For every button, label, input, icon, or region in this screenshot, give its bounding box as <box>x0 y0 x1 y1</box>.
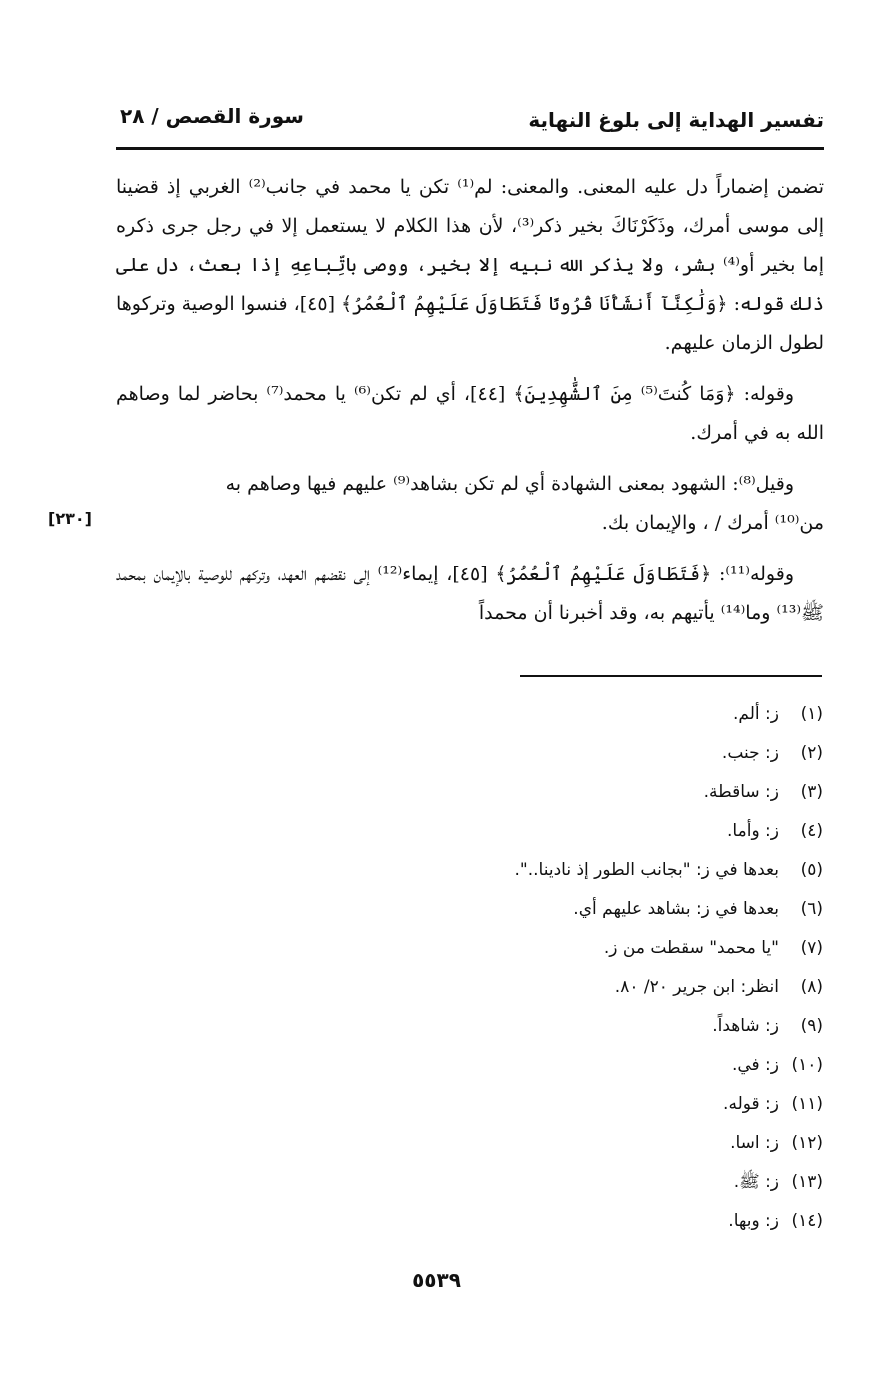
paragraph: تضمن إضماراً دل عليه المعنى. والمعنى: لم⁽¹⁾ تكن يا محمد في جانب⁽²⁾ الغربي إذ قضينا إلى موسى أمرك، وذَكَرْنَاكَ بخير ذكر⁽³⁾، لأن هذا الكلام لا يستعمل إلا في رجل جرى ذكره إما بخير أو⁽⁴⁾ بشر، ولا يذكر الله نبيه إلا بخير، ووصى باتِّباعِهِ إذا بعث، دل على ذلك قوله: ﴿وَلَٰكِنَّآ أَنشَأْنَا قُرُونًا فَتَطَاوَلَ عَلَيْهِمُ ٱلْعُمُرُ﴾ [٤٥]، فنسوا الوصية وتركوها لطول الزمان عليهم. <box>116 176 825 354</box>
footnote-text: ز: اسا. <box>730 1133 779 1153</box>
footnote-item <box>403 934 823 973</box>
footnote-text: "يا محمد" سقطت من ز. <box>603 938 779 958</box>
footnote-divider <box>520 675 822 677</box>
footnote-text: ز: ساقطة. <box>703 782 779 802</box>
footnote-number: (٣) <box>800 782 823 802</box>
paragraph: وقيل⁽⁸⁾: الشهود بمعنى الشهادة أي لم تكن بشاهد⁽⁹⁾ عليهم فيها وصاهم به <box>225 473 794 495</box>
footnotes <box>403 700 823 1246</box>
footnote-number: (٧) <box>800 938 823 958</box>
footnote-number: (٩) <box>800 1016 823 1036</box>
footnote-number: (٤) <box>800 821 823 841</box>
footnote-item <box>403 1129 823 1168</box>
paragraph: وقوله: ﴿وَمَا كُنتَ⁽⁵⁾ مِنَ ٱلشَّٰهِدِينَ﴾ [٤٤]، أي لم تكن⁽⁶⁾ يا محمد⁽⁷⁾ بحاضر لما وصاهم الله به في أمرك. <box>116 383 824 444</box>
running-header <box>116 98 824 142</box>
paragraph: من⁽¹⁰⁾ أمرك / ، والإيمان بك. <box>601 512 824 534</box>
footnote-item <box>403 1090 823 1129</box>
footnote-item <box>403 1168 823 1207</box>
footnote-item <box>403 1051 823 1090</box>
footnote-item <box>403 778 823 817</box>
footnote-item <box>403 700 823 739</box>
footnote-number: (٦) <box>800 899 823 919</box>
footnote-text: ز: ﷺ. <box>733 1172 779 1192</box>
footnote-number: (١٢) <box>791 1133 823 1153</box>
footnote-number: (١٤) <box>791 1211 823 1231</box>
footnote-number: (١١) <box>791 1094 823 1114</box>
footnote-number: (٨) <box>800 977 823 997</box>
footnote-number: (١٠) <box>791 1055 823 1075</box>
footnote-item <box>403 817 823 856</box>
footnote-number: (٢) <box>800 743 823 763</box>
footnote-number: (١) <box>800 704 823 724</box>
footnote-item <box>403 895 823 934</box>
footnote-number: (١٣) <box>791 1172 823 1192</box>
footnote-text: انظر: ابن جرير ٢٠/ ٨٠. <box>614 977 779 997</box>
book-title: تفسير الهداية إلى بلوغ النهاية <box>528 108 824 132</box>
footnote-text: ز: قوله. <box>723 1094 779 1114</box>
footnote-item <box>403 973 823 1012</box>
footnote-text: ز: في. <box>731 1055 779 1075</box>
page-number: ٥٥٣٩ <box>412 1268 461 1292</box>
footnote-text: ز: وأما. <box>727 821 779 841</box>
footnote-text: بعدها في ز: بشاهد عليهم أي. <box>573 899 779 919</box>
surah-reference: سورة القصص / ٢٨ <box>120 104 304 128</box>
footnote-text: بعدها في ز: "بجانب الطور إذ نادينا..". <box>514 860 779 880</box>
header-divider <box>116 147 824 150</box>
footnote-text: ز: شاهداً. <box>712 1016 779 1036</box>
footnote-number: (٥) <box>800 860 823 880</box>
footnote-text: ز: ألم. <box>733 704 779 724</box>
main-text <box>116 168 824 645</box>
footnote-item <box>403 739 823 778</box>
manuscript-folio-marker: [٢٣٠] <box>48 509 92 528</box>
footnote-item <box>403 856 823 895</box>
footnote-item <box>403 1207 823 1246</box>
paragraph: وقوله⁽¹¹⁾: ﴿فَتَطَاوَلَ عَلَيْهِمُ ٱلْعُمُرُ﴾ [٤٥]، إيماء⁽¹²⁾ إلى نقضهم العهد، وتركهم للوصية بالإيمان بمحمد ﷺ⁽¹³⁾ وما⁽¹⁴⁾ يأتيهم به، وقد أخبرنا أن محمداً <box>116 563 824 624</box>
footnote-item <box>403 1012 823 1051</box>
footnote-text: ز: جنب. <box>721 743 779 763</box>
footnote-text: ز: وبها. <box>728 1211 779 1231</box>
